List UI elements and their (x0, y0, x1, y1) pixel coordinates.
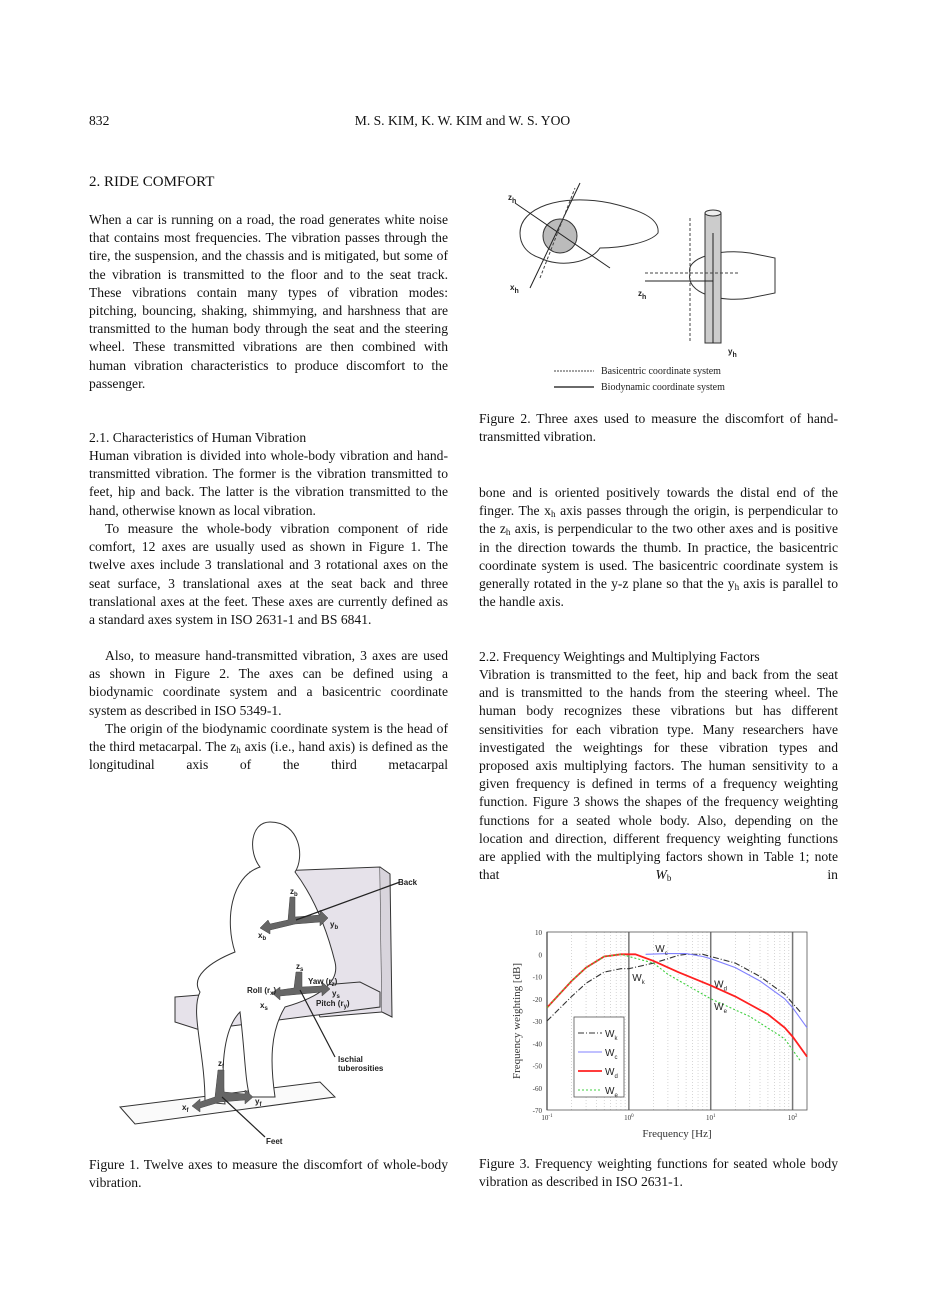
label-yaw: Yaw $(r_z)$ (308, 977, 338, 988)
y-tick-label: -40 (532, 1040, 542, 1049)
label-yh: yh (728, 347, 737, 359)
label-zh: zh (508, 193, 517, 205)
subsection-heading: 2.2. Frequency Weightings and Multiplying Factors (479, 649, 760, 664)
label-roll: Roll $(r_x)$ (247, 986, 277, 997)
running-header: M. S. KIM, K. W. KIM and W. S. YOO (354, 113, 571, 128)
legend-biodynamic: Biodynamic coordinate system (601, 382, 725, 393)
x-axis-label: Frequency [Hz] (642, 1128, 712, 1140)
y-tick-label: -20 (532, 995, 542, 1004)
figure-2-illustration (500, 178, 790, 398)
figure-1-illustration (110, 812, 430, 1147)
label-ys: $y_s$ (332, 989, 340, 1000)
y-tick-label: 10 (535, 929, 542, 937)
page-number: 832 (89, 113, 110, 128)
paragraph: bone and is oriented positively towards the distal end of the finger. The $x_h$ axis passes through the origin, is perpendicular to the $z_h$ axis, is perpendicular to the two other axes and is positive in the direction towards the thumb. In practice, the basicentric coordinate system is used. The basicentric coordinate system is generally rotated in the y-z plane so that the $y_h$ axis is parallel to the handle axis. (479, 485, 838, 610)
paragraph: Vibration is transmitted to the feet, hip and back from the seat and is transmitted to the hands from the steering wheel. The human body recognizes these vibrations but has different sensitivities for each vibration type. Many researchers have investigated the weightings for these vibration types and proposed axis multiplying factors. The human sensitivity to a given frequency is defined in terms of a frequency weighting function. Figure 3 shows the shapes of the frequency weighting functions for a seated whole body. Also, depending on the location and direction, different frequency weighting functions are applied with the multiplying factors shown in Table 1; note that $W_b$ in (479, 667, 838, 884)
label-xh: xh (510, 283, 519, 295)
annotation-Wc: $W_c$ (655, 944, 668, 958)
label-tuberosities: tuberosities (338, 1064, 384, 1073)
paragraph: Human vibration is divided into whole-body vibration and hand-transmitted vibration. The former is the vibration transmitted to feet, hip and back. The latter is the vibration transmitted to the hand, otherwise known as local vibration. (89, 448, 448, 518)
label-zh-2: zh (638, 289, 647, 301)
section-heading: 2. RIDE COMFORT (89, 174, 215, 190)
label-zb: $z_b$ (290, 887, 298, 898)
legend-basicentric: Basicentric coordinate system (601, 366, 721, 377)
label-yb: $y_b$ (330, 920, 339, 931)
label-ischial: Ischial (338, 1055, 363, 1064)
legend-label-We: $W_e$ (605, 1086, 618, 1099)
annotation-Wk: $W_k$ (632, 972, 645, 986)
y-tick-label: -30 (532, 1018, 542, 1026)
x-tick-label: $10^2$ (787, 1114, 798, 1122)
paragraph: To measure the whole-body vibration component of ride comfort, 12 axes are usually used as shown in Figure 1. The twelve axes include 3 translational and 3 rotational axes on the seat surface, 3 translational axes at the seat back and three translational axes at the feet. These axes are currently defined as a standard axes system in ISO 2631-1 and BS 6841. (89, 521, 448, 628)
label-xf: $x_f$ (182, 1103, 189, 1114)
label-feet: Feet (266, 1137, 283, 1146)
x-tick-label: $10^1$ (705, 1114, 716, 1122)
y-axis-label: Frequency weighting [dB] (511, 962, 523, 1080)
label-xb: $x_b$ (258, 931, 267, 942)
annotation-We: $W_e$ (714, 1001, 727, 1015)
y-tick-label: -10 (532, 973, 542, 982)
legend-label-Wd: $W_d$ (605, 1067, 618, 1080)
label-back: Back (398, 878, 418, 887)
label-zf: $z_f$ (218, 1059, 224, 1070)
label-xs: $x_s$ (260, 1001, 268, 1012)
figure-3-chart (500, 900, 820, 1145)
x-tick-label: $10^{-1}$ (541, 1114, 553, 1122)
y-tick-label: 0 (538, 951, 542, 960)
figure-2-caption: Figure 2. Three axes used to measure the discomfort of hand-transmitted vibration. (479, 411, 838, 445)
y-tick-label: -60 (532, 1084, 542, 1093)
paragraph: Also, to measure hand-transmitted vibration, 3 axes are used as shown in Figure 2. The axes can be defined using a biodynamic coordinate system and a basicentric coordinate system as described in ISO 5349-1. (89, 648, 448, 718)
paragraph: The origin of the biodynamic coordinate system is the head of the third metacarpal. The $z_h$ axis (i.e., hand axis) is defined as the longitudinal axis of the third metacarpal (89, 721, 448, 773)
x-tick-label: $10^0$ (624, 1114, 634, 1122)
legend-label-Wc: $W_c$ (605, 1048, 618, 1061)
y-tick-label: -70 (532, 1107, 542, 1115)
annotation-Wd: $W_d$ (714, 979, 727, 993)
legend-label-Wk: $W_k$ (605, 1029, 618, 1042)
figure-1-caption: Figure 1. Twelve axes to measure the discomfort of whole-body vibration. (89, 1157, 448, 1191)
paragraph: When a car is running on a road, the road generates white noise that contains most frequencies. The vibration passes through the tire, the suspension, and the chassis and is mitigated, but some of the vibration is transmitted to the floor and to the seat track. These vibrations contain many types of vibration modes: pitching, bouncing, shaking, shimmying, and harshness that are transmitted to the human body through the seat and the steering wheel. These transmitted vibrations are then combined with human vibration characteristics to produce discomfort to the passenger. (89, 212, 448, 391)
figure-3-caption: Figure 3. Frequency weighting functions for seated whole body vibration as described in ISO 2631-1. (479, 1156, 838, 1190)
y-tick-label: -50 (532, 1062, 542, 1071)
label-zs: $z_s$ (296, 962, 304, 973)
subsection-heading: 2.1. Characteristics of Human Vibration (89, 430, 307, 445)
label-yf: $y_f$ (255, 1097, 262, 1108)
label-pitch: Pitch $(r_y)$ (316, 999, 350, 1010)
